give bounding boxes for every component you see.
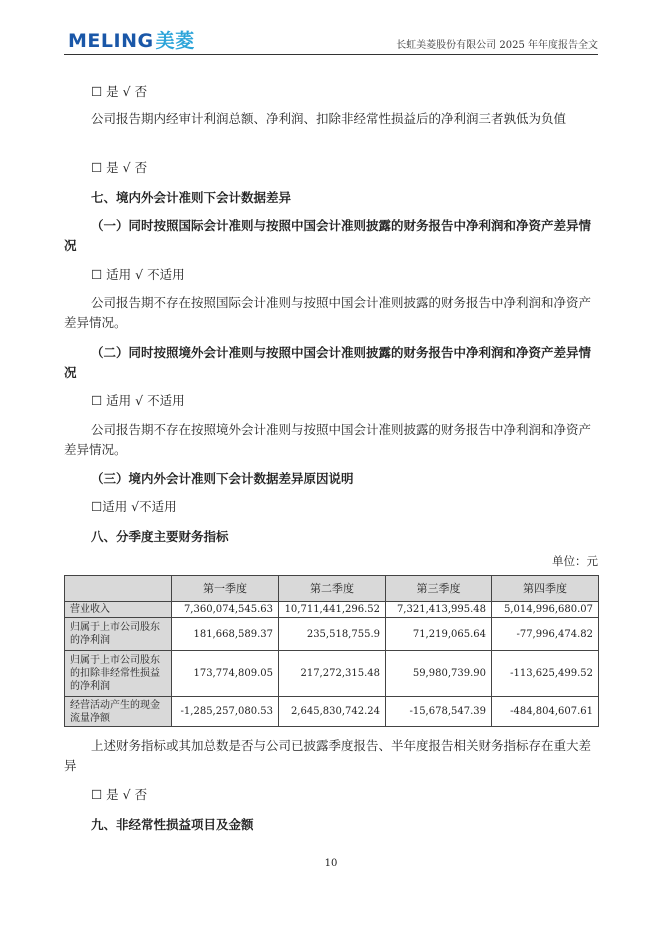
table-cell: 7,321,413,995.48 — [386, 602, 492, 618]
choice-1: ☐ 是 √ 否 — [91, 84, 148, 99]
report-title: 长虹美菱股份有限公司 2025 年年度报告全文 — [396, 40, 598, 51]
column-header: 第四季度 — [492, 576, 599, 602]
table-cell: -484,804,607.61 — [492, 697, 599, 727]
page-number: 10 — [324, 858, 338, 869]
section-7-title: 七、境内外会计准则下会计数据差异 — [91, 190, 292, 205]
table-cell: 181,668,589.37 — [172, 618, 279, 651]
table-cell: 173,774,809.05 — [172, 651, 279, 697]
table-cell: 7,360,074,545.63 — [172, 602, 279, 618]
company-logo — [68, 26, 195, 53]
row-label: 归属于上市公司股东的净利润 — [65, 618, 172, 651]
table-cell: 235,518,755.9 — [279, 618, 386, 651]
choice-6: ☐ 是 √ 否 — [91, 787, 148, 802]
choice-5: ☐适用 √不适用 — [91, 499, 177, 514]
choice-3: ☐ 适用 √ 不适用 — [91, 267, 185, 282]
page-header — [64, 22, 598, 55]
table-row — [65, 618, 599, 651]
logo-latin: MELING — [68, 30, 154, 52]
choice-2: ☐ 是 √ 否 — [91, 160, 148, 175]
table-cell: 2,645,830,742.24 — [279, 697, 386, 727]
sub-7-2-text: 公司报告期不存在按照境外会计准则与按照中国会计准则披露的财务报告中净利润和净资产差异情况。 — [64, 422, 592, 457]
table-cell: -113,625,499.52 — [492, 651, 599, 697]
section-8-title: 八、分季度主要财务指标 — [91, 529, 229, 544]
table-cell: -15,678,547.39 — [386, 697, 492, 727]
column-header — [65, 576, 172, 602]
table-cell: 71,219,065.64 — [386, 618, 492, 651]
table-cell: -1,285,257,080.53 — [172, 697, 279, 727]
table-cell: 5,014,996,680.07 — [492, 602, 599, 618]
unit-label: 单位：元 — [552, 554, 598, 568]
row-label: 营业收入 — [65, 602, 172, 618]
table-header-row — [65, 576, 599, 602]
row-label: 经营活动产生的现金流量净额 — [65, 697, 172, 727]
quarterly-indicators-table — [64, 575, 599, 727]
column-header: 第三季度 — [386, 576, 492, 602]
profit-question: 公司报告期内经审计利润总额、净利润、扣除非经常性损益后的净利润三者孰低为负值 — [91, 111, 567, 126]
choice-4: ☐ 适用 √ 不适用 — [91, 393, 185, 408]
table-cell: 217,272,315.48 — [279, 651, 386, 697]
column-header: 第二季度 — [279, 576, 386, 602]
row-label: 归属于上市公司股东的扣除非经常性损益的净利润 — [65, 651, 172, 697]
sub-7-1-title: （一）同时按照国际会计准则与按照中国会计准则披露的财务报告中净利润和净资产差异情况 — [64, 218, 592, 253]
table-row — [65, 602, 599, 618]
column-header: 第一季度 — [172, 576, 279, 602]
sub-7-1-text: 公司报告期不存在按照国际会计准则与按照中国会计准则披露的财务报告中净利润和净资产差异情况。 — [64, 295, 592, 330]
table-row — [65, 651, 599, 697]
section-9-title: 九、非经常性损益项目及金额 — [91, 817, 254, 832]
table-cell: 10,711,441,296.52 — [279, 602, 386, 618]
table-cell: -77,996,474.82 — [492, 618, 599, 651]
logo-chinese: 美菱 — [155, 30, 195, 52]
sub-7-2-title: （二）同时按照境外会计准则与按照中国会计准则披露的财务报告中净利润和净资产差异情况 — [64, 345, 592, 380]
table-row — [65, 697, 599, 727]
sub-7-3-title: （三）境内外会计准则下会计数据差异原因说明 — [91, 471, 354, 486]
table-cell: 59,980,739.90 — [386, 651, 492, 697]
after-table-text: 上述财务指标或其加总数是否与公司已披露季度报告、半年度报告相关财务指标存在重大差异 — [64, 738, 592, 773]
